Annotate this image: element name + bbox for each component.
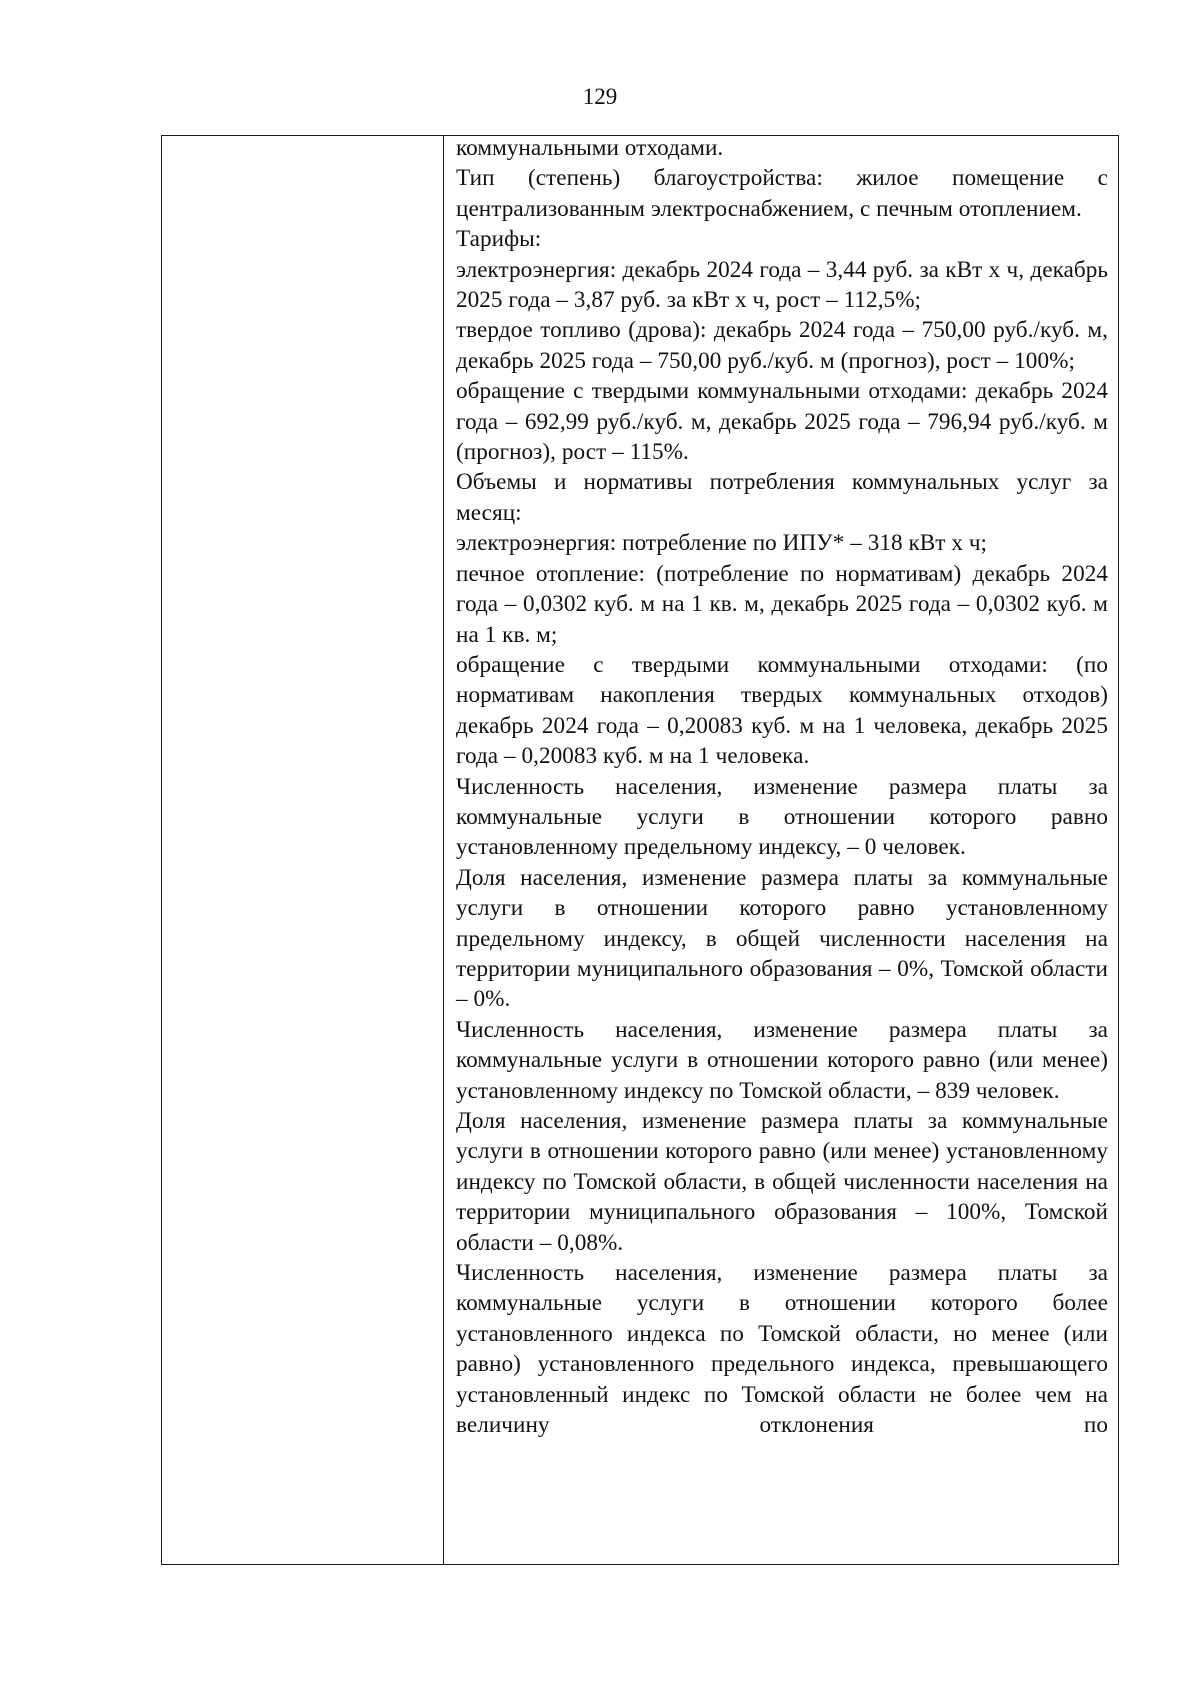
document-table (161, 135, 1119, 1565)
paragraph-population-above-index: Численность населения, изменение размера платы за коммунальные услуги в отношении которого более установленного индекса по Томской области, но менее (или равно) установленного предельного индекса, превышающего установленный индекс по Томской области не более чем на величину отклонения по (456, 1260, 1108, 1439)
paragraph-share-equal-limit: Доля населения, изменение размера платы за коммунальные услуги в отношении которого равно установленному предельному индексу, в общей численности населения на территории муниципального образования – 0%, Томской области – 0%. (456, 864, 1108, 1013)
table-cell-left (162, 136, 444, 1564)
paragraph-volume-heating: печное отопление: (потребление по нормативам) декабрь 2024 года – 0,0302 куб. м на 1 кв. м, декабрь 2025 года – 0,0302 куб. м на 1 кв. м; (456, 560, 1108, 648)
paragraph-population-below-index: Численность населения, изменение размера платы за коммунальные услуги в отношении которого равно (или менее) установленному индексу по Томской области, – 839 человек. (456, 1016, 1108, 1104)
paragraph-tariff-solid-fuel: твердое топливо (дрова): декабрь 2024 года – 750,00 руб./куб. м, декабрь 2025 года – 750,00 руб./куб. м (прогноз), рост – 100%; (456, 317, 1108, 374)
paragraph-tariff-waste: обращение с твердыми коммунальными отходами: декабрь 2024 года – 692,99 руб./куб. м, декабрь 2025 года – 796,94 руб./куб. м (прогноз), рост – 115%. (456, 378, 1108, 466)
paragraph-tariff-electricity: электроэнергия: декабрь 2024 года – 3,44 руб. за кВт х ч, декабрь 2025 года – 3,87 руб. за кВт х ч, рост – 112,5%; (456, 256, 1108, 314)
paragraph-continuation: коммунальными отходами. (456, 136, 724, 161)
paragraph-volume-electricity: электроэнергия: потребление по ИПУ* – 318 кВт х ч; (456, 530, 988, 557)
paragraph-volume-waste: обращение с твердыми коммунальными отходами: (по нормативам накопления твердых коммунальных отходов) декабрь 2024 года – 0,20083 куб. м на 1 человека, декабрь 2025 года – 0,20083 куб. м на 1 человека. (456, 651, 1108, 770)
page-number: 129 (582, 84, 618, 109)
paragraph-population-equal-limit: Численность населения, изменение размера платы за коммунальные услуги в отношении которого равно установленному предельному индексу, – 0 человек. (456, 773, 1108, 861)
table-cell-right (444, 136, 1118, 1564)
paragraph-share-below-index: Доля населения, изменение размера платы за коммунальные услуги в отношении которого равно (или менее) установленному индексу по Томской области, в общей численности населения на территории муниципального образования – 100%, Томской области – 0,08%. (456, 1108, 1108, 1256)
paragraph-volumes-heading: Объемы и нормативы потребления коммунальных услуг за месяц: (456, 469, 1108, 526)
paragraph-tariffs-heading: Тарифы: (456, 226, 542, 253)
paragraph-amenity-type: Тип (степень) благоустройства: жилое помещение с централизованным электроснабжением, с печным отоплением. (456, 165, 1108, 222)
